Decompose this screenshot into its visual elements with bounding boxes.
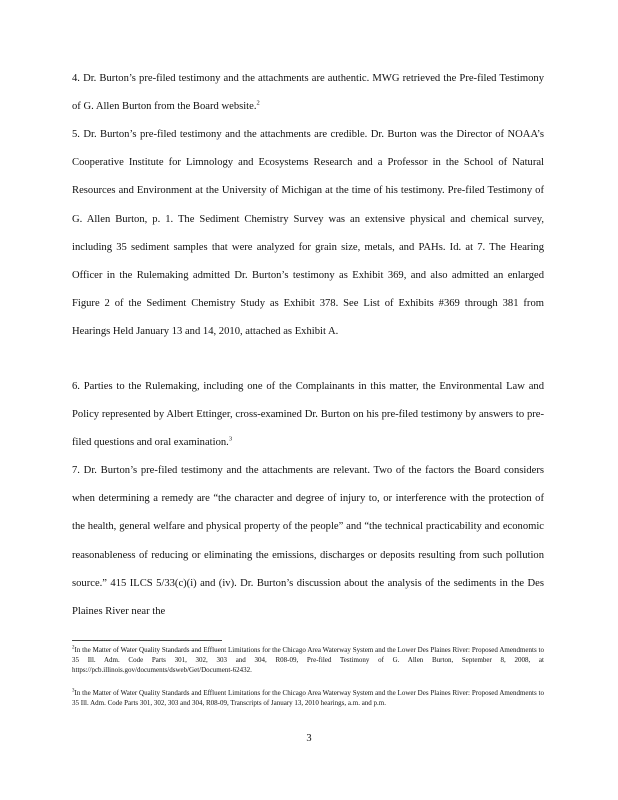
paragraph-6-text: 6. Parties to the Rulemaking, including one of the Complainants in this matter, the Environmental Law and Policy represented by Albert Ettinger, cross-examined Dr. Burton on his pre-filed testimony by answers to pre-filed questions and oral examination. — [72, 381, 544, 449]
paragraph-7-text: 7. Dr. Burton’s pre-filed testimony and the attachments are relevant. Two of the factors the Board considers when determining a remedy are “the character and degree of injury to, or interference with the protection of the health, general welfare and physical property of the people” and “the technical practicability and economic reasonableness of reducing or eliminating the emissions, discharges or deposits resulting from such pollution source.” 415 ILCS 5/33(c)(i) and (iv). Dr. Burton’s discussion about the analysis of the sediments in the Des Plaines River near the — [72, 465, 544, 618]
page-number: 3 — [306, 733, 312, 744]
footnote-2 — [72, 645, 544, 675]
paragraph-7 — [72, 457, 544, 626]
footnote-ref-3[interactable]: 3 — [228, 435, 233, 443]
footnote-ref-2[interactable]: 2 — [256, 99, 260, 107]
footnote-3-text: In the Matter of Water Quality Standards and Effluent Limitations for the Chicago Area Waterway System and the Lower Des Plaines River: Proposed Amendments to 35 Ill. Adm. Code Parts 301, 302, 303 and 304, R08-09, Transcripts of January 13, 2010 hearings, a.m. and p.m. — [72, 689, 544, 707]
paragraph-4-text: 4. Dr. Burton’s pre-filed testimony and the attachments are authentic. MWG retrieved the Pre-filed Testimony of G. Allen Burton from the Board website. — [72, 73, 544, 113]
footnote-3-number: 3 — [72, 688, 75, 694]
footnote-3 — [72, 688, 544, 708]
paragraph-5-text: 5. Dr. Burton’s pre-filed testimony and the attachments are credible. Dr. Burton was the Director of NOAA’s Cooperative Institute for Limnology and Ecosystems Research and a Professor in the School of Natural Resources and Environment at the University of Michigan at the time of his testimony. Pre-filed Testimony of G. Allen Burton, p. 1. The Sediment Chemistry Survey was an extensive physical and chemical survey, including 35 sediment samples that were analyzed for grain size, metals, and PAHs. Id. at 7. The Hearing Officer in the Rulemaking admitted Dr. Burton’s testimony as Exhibit 369, and also admitted an enlarged Figure 2 of the Sediment Chemistry Study as Exhibit 378. See List of Exhibits #369 through 381 from Hearings Held January 13 and 14, 2010, attached as Exhibit A. — [72, 129, 544, 338]
footnote-divider — [72, 640, 222, 641]
paragraph-4 — [72, 65, 544, 121]
footnote-2-text: In the Matter of Water Quality Standards and Effluent Limitations for the Chicago Area Waterway System and the Lower Des Plaines River: Proposed Amendments to 35 Ill. Adm. Code Parts 301, 302, 303 and 304, R08-09, Pre-filed Testimony of G. Allen Burton, September 8, 2008, at https://pcb.illinois.gov/documents/dsweb/Get/Document-62432. — [72, 646, 544, 674]
paragraph-6 — [72, 373, 544, 458]
footnote-2-number: 2 — [72, 645, 75, 651]
paragraph-5 — [72, 121, 544, 347]
